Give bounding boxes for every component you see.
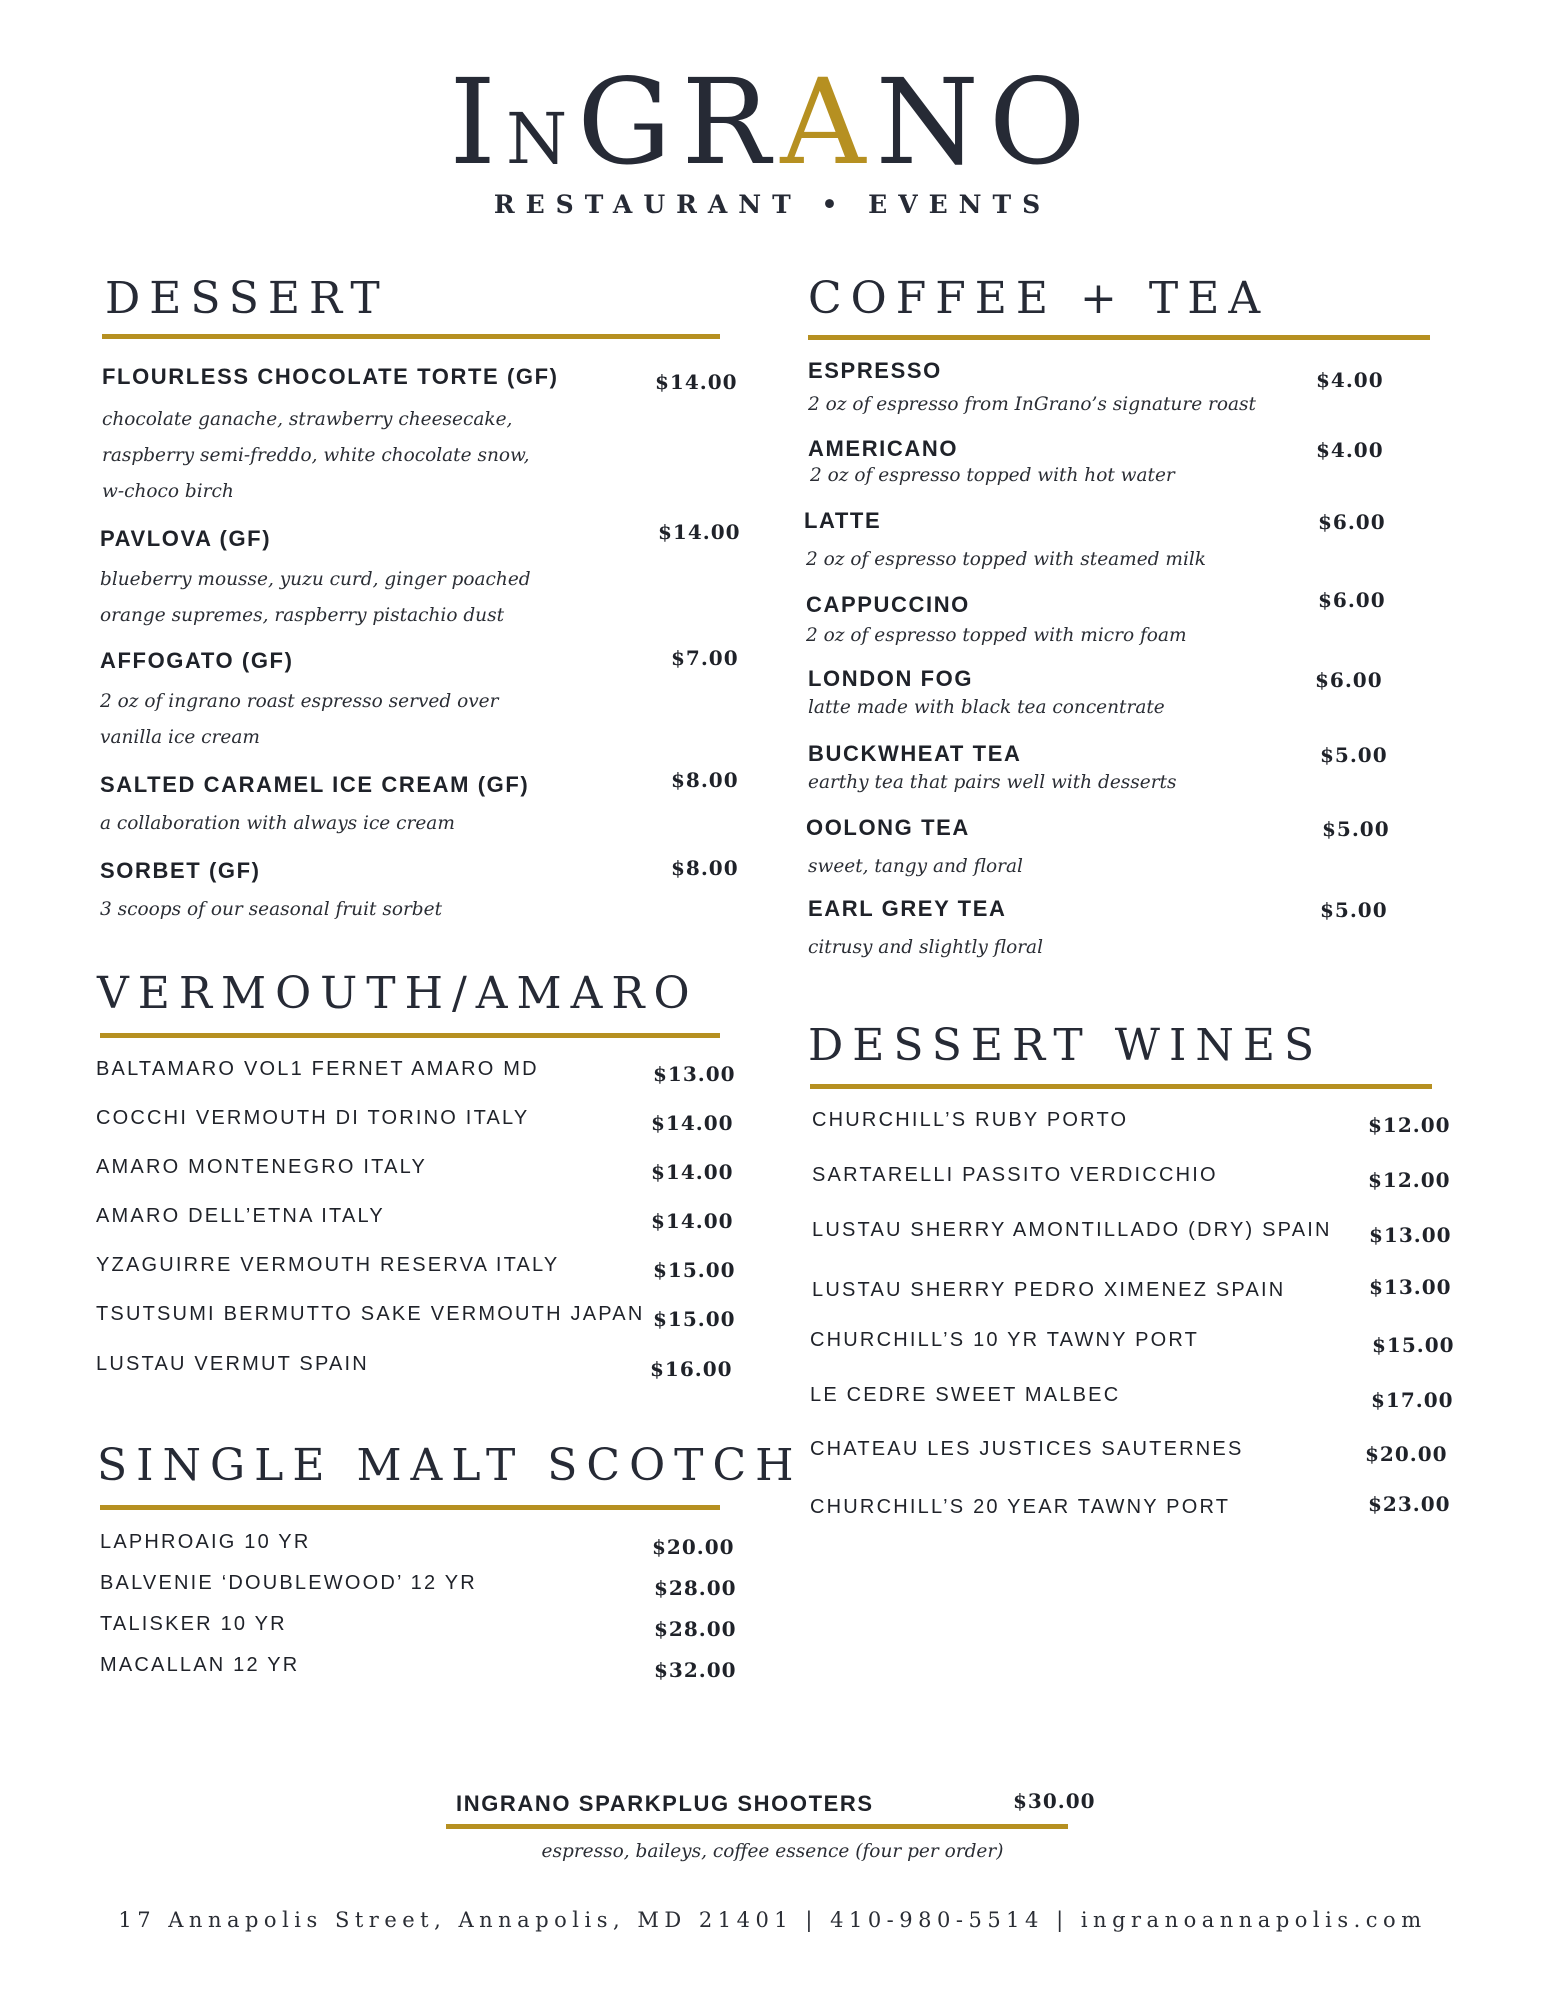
- item-price: $14.00: [651, 1111, 734, 1135]
- item-price: $12.00: [1368, 1168, 1451, 1192]
- item-name: AMARO DELL’ETNA ITALY: [96, 1205, 385, 1227]
- logo-letter: R: [681, 53, 781, 191]
- item-price: $6.00: [1318, 588, 1386, 612]
- item-description: citrusy and slightly floral: [808, 937, 1043, 958]
- special-description: espresso, baileys, coffee essence (four per order): [541, 1841, 1004, 1862]
- logo-letter: N: [506, 98, 578, 180]
- item-price: $20.00: [652, 1535, 735, 1559]
- item-price: $6.00: [1318, 510, 1386, 534]
- item-description: 2 oz of espresso topped with hot water: [810, 465, 1175, 486]
- item-description: a collaboration with always ice cream: [100, 813, 455, 834]
- item-name: BUCKWHEAT TEA: [808, 741, 1022, 766]
- item-name: OOLONG TEA: [806, 815, 970, 840]
- item-price: $17.00: [1371, 1388, 1454, 1412]
- item-name: TALISKER 10 YR: [100, 1613, 287, 1635]
- item-name: SALTED CARAMEL ICE CREAM (GF): [100, 772, 530, 797]
- item-name: LATTE: [804, 508, 882, 533]
- logo: [0, 53, 1545, 242]
- item-price: $8.00: [671, 856, 739, 880]
- item-price: $30.00: [1013, 1789, 1096, 1813]
- item-name: AMARO MONTENEGRO ITALY: [96, 1156, 428, 1178]
- item-description: orange supremes, raspberry pistachio dust: [100, 605, 505, 626]
- item-name: CHURCHILL’S 20 YEAR TAWNY PORT: [810, 1496, 1231, 1518]
- item-price: $23.00: [1368, 1492, 1451, 1516]
- coffee-rule: [808, 335, 1430, 340]
- item-price: $5.00: [1320, 898, 1388, 922]
- item-price: $15.00: [653, 1258, 736, 1282]
- item-description: vanilla ice cream: [100, 727, 260, 748]
- logo-letter: I: [449, 53, 507, 191]
- item-name: BALVENIE ‘DOUBLEWOOD’ 12 YR: [100, 1572, 477, 1594]
- logo-letter: O: [988, 53, 1096, 191]
- logo-tagline: RESTAURANT • EVENTS: [493, 190, 1052, 219]
- item-description: 2 oz of espresso topped with micro foam: [806, 625, 1187, 646]
- item-price: $5.00: [1320, 743, 1388, 767]
- item-name: SORBET (GF): [100, 858, 261, 883]
- item-name: BALTAMARO VOL1 FERNET AMARO MD: [96, 1058, 539, 1080]
- item-price: $14.00: [655, 370, 738, 394]
- item-description: 2 oz of espresso topped with steamed milk: [806, 549, 1206, 570]
- logo-letter-wheat: A: [780, 53, 876, 191]
- item-price: $28.00: [654, 1576, 737, 1600]
- scotch-rule: [100, 1505, 720, 1510]
- wines-heading: DESSERT WINES: [808, 1020, 1324, 1071]
- item-price: $7.00: [671, 646, 739, 670]
- item-price: $14.00: [651, 1160, 734, 1184]
- item-price: $5.00: [1322, 817, 1390, 841]
- scotch-heading: SINGLE MALT SCOTCH: [97, 1440, 803, 1491]
- dessert-heading: DESSERT: [105, 273, 389, 324]
- item-name: LUSTAU SHERRY AMONTILLADO (DRY) SPAIN: [812, 1219, 1332, 1241]
- item-price: $32.00: [654, 1658, 737, 1682]
- logo-letter: N: [875, 53, 989, 191]
- item-description: raspberry semi-freddo, white chocolate snow,: [102, 445, 530, 466]
- item-price: $6.00: [1315, 668, 1383, 692]
- item-description: 2 oz of espresso from InGrano’s signature roast: [808, 394, 1256, 415]
- item-name: CHURCHILL’S 10 YR TAWNY PORT: [810, 1329, 1200, 1351]
- item-price: $4.00: [1316, 368, 1384, 392]
- item-name: LAPHROAIG 10 YR: [100, 1531, 311, 1553]
- vermouth-rule: [100, 1033, 720, 1038]
- item-description: 2 oz of ingrano roast espresso served over: [100, 691, 499, 712]
- wines-rule: [810, 1084, 1432, 1089]
- item-name: CAPPUCCINO: [806, 592, 970, 617]
- item-description: latte made with black tea concentrate: [808, 697, 1165, 718]
- item-name: LONDON FOG: [808, 666, 974, 691]
- item-price: $15.00: [1372, 1333, 1455, 1357]
- item-name: TSUTSUMI BERMUTTO SAKE VERMOUTH JAPAN: [96, 1303, 645, 1325]
- item-name: LUSTAU VERMUT SPAIN: [96, 1353, 369, 1375]
- item-price: $8.00: [671, 768, 739, 792]
- item-name: EARL GREY TEA: [808, 896, 1007, 921]
- item-price: $16.00: [650, 1357, 733, 1381]
- item-name: YZAGUIRRE VERMOUTH RESERVA ITALY: [96, 1254, 560, 1276]
- item-name: SARTARELLI PASSITO VERDICCHIO: [812, 1164, 1218, 1186]
- item-name: AMERICANO: [808, 436, 959, 461]
- item-name: PAVLOVA (GF): [100, 526, 272, 551]
- item-description: blueberry mousse, yuzu curd, ginger poached: [100, 569, 531, 590]
- item-price: $13.00: [1369, 1275, 1452, 1299]
- item-price: $14.00: [651, 1209, 734, 1233]
- item-price: $20.00: [1365, 1442, 1448, 1466]
- item-price: $13.00: [1369, 1223, 1452, 1247]
- item-description: 3 scoops of our seasonal fruit sorbet: [100, 899, 443, 920]
- item-description: chocolate ganache, strawberry cheesecake,: [102, 409, 513, 430]
- item-name: INGRANO SPARKPLUG SHOOTERS: [456, 1791, 874, 1816]
- dessert-rule: [102, 334, 720, 339]
- item-name: AFFOGATO (GF): [100, 648, 294, 673]
- special-rule: [446, 1824, 1068, 1829]
- item-description: w-choco birch: [102, 481, 234, 502]
- coffee-heading: COFFEE + TEA: [808, 273, 1270, 324]
- item-name: MACALLAN 12 YR: [100, 1654, 300, 1676]
- item-name: LE CEDRE SWEET MALBEC: [810, 1384, 1121, 1406]
- item-description: earthy tea that pairs well with desserts: [808, 772, 1177, 793]
- logo-letter: G: [577, 53, 682, 191]
- vermouth-heading: VERMOUTH/AMARO: [97, 968, 699, 1019]
- item-price: $28.00: [654, 1617, 737, 1641]
- item-price: $15.00: [653, 1307, 736, 1331]
- item-name: CHURCHILL’S RUBY PORTO: [812, 1109, 1129, 1131]
- item-price: $4.00: [1316, 438, 1384, 462]
- item-name: COCCHI VERMOUTH DI TORINO ITALY: [96, 1107, 530, 1129]
- logo-wordmark: [0, 53, 1545, 191]
- item-description: sweet, tangy and floral: [808, 856, 1023, 877]
- item-name: LUSTAU SHERRY PEDRO XIMENEZ SPAIN: [812, 1279, 1286, 1301]
- item-name: ESPRESSO: [808, 358, 942, 383]
- item-price: $12.00: [1368, 1113, 1451, 1137]
- item-price: $14.00: [658, 520, 741, 544]
- footer-contact: 17 Annapolis Street, Annapolis, MD 21401 | 410-980-5514 | ingranoannapolis.com: [118, 1908, 1427, 1932]
- item-name: CHATEAU LES JUSTICES SAUTERNES: [810, 1438, 1244, 1460]
- item-name: FLOURLESS CHOCOLATE TORTE (GF): [102, 364, 559, 389]
- item-price: $13.00: [653, 1062, 736, 1086]
